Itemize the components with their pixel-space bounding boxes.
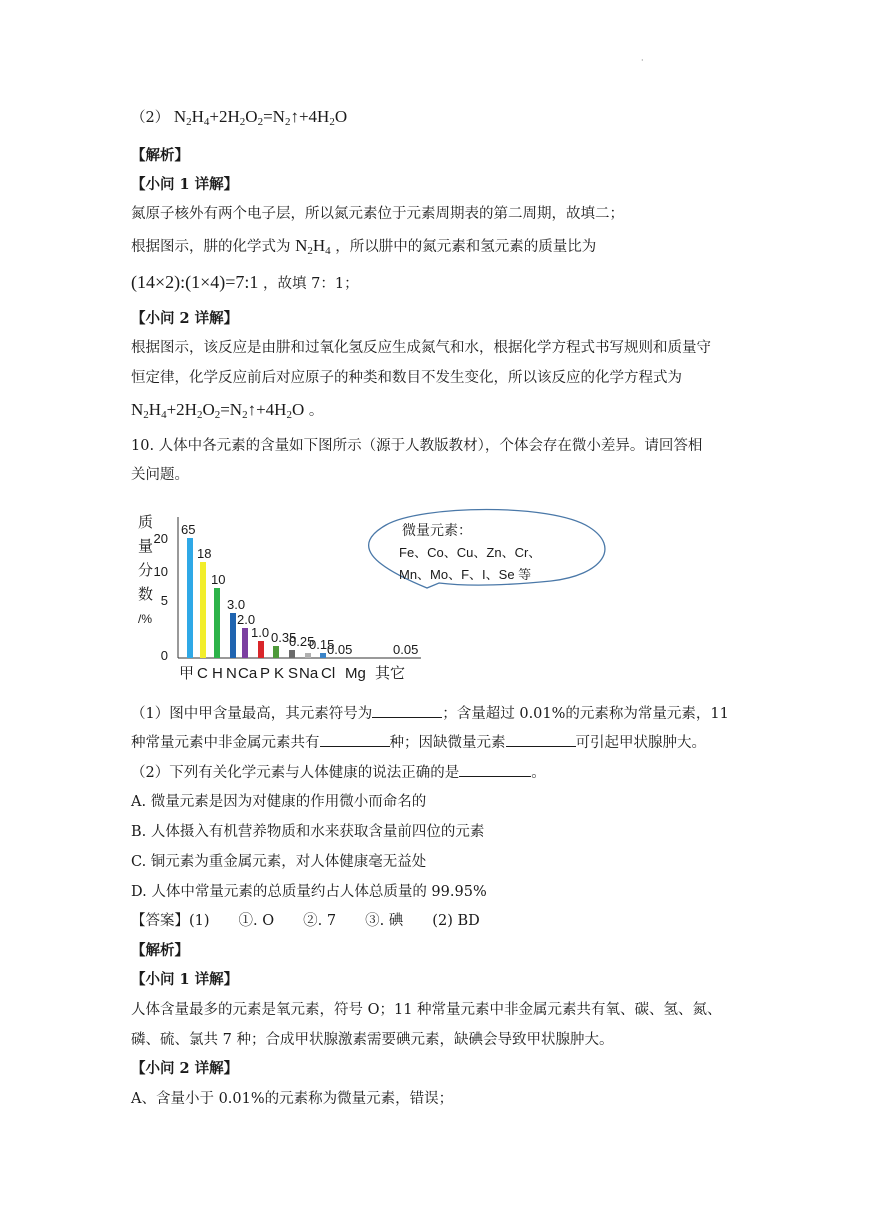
y-axis-ticks — [154, 531, 168, 663]
bar-Na — [305, 653, 311, 658]
q10-part2-text-a: （2）下列有关化学元素与人体健康的说法正确的是 — [131, 765, 460, 781]
q9-answer-2-equation: $N_2H_4+2H_2O_2=N_2↑+4H_2O$ — [173, 107, 348, 128]
q9-sub1-heading: 【小问 1 详解】 — [131, 176, 239, 193]
y-axis-label — [138, 514, 153, 626]
q9-sub1-line3 — [131, 272, 359, 294]
bar-甲 — [187, 538, 193, 658]
bar-value-label: 0.15 — [309, 637, 335, 652]
option-a: A. 微量元素是因为对健康的作用微小而命名的 — [131, 794, 427, 810]
q9-analysis-heading: 【解析】 — [131, 147, 189, 164]
bar-H — [214, 588, 220, 658]
q10-part1-text-b: ；含量超过 0.01%的元素称为常量元素，11 — [442, 706, 729, 722]
option-b: B. 人体摄入有机营养物质和水来获取含量前四位的元素 — [131, 824, 485, 840]
bar-value-label: 0.05 — [327, 642, 353, 657]
bar-value-label: 65 — [181, 522, 196, 537]
q9-sub2-line2: 恒定律，化学反应前后对应原子的种类和数目不发生变化，所以该反应的化学方程式为 — [131, 370, 682, 386]
category-label: N — [226, 665, 237, 682]
callout-line2: Mn、Mo、F、I、Se 等 — [399, 567, 532, 582]
hydrazine-formula: $N_2H_4$ — [295, 236, 331, 257]
category-label: 其它 — [375, 665, 406, 682]
q10-sub1-line1: 人体含量最多的元素是氧元素，符号 O；11 种常量元素中非金属元素共有氧、碳、氢、氮、 — [131, 1002, 722, 1018]
q9-sub2-heading: 【小问 2 详解】 — [131, 310, 239, 327]
q9-sub2-line3-end: 。 — [308, 403, 324, 419]
y-label-char: 分 — [138, 562, 154, 579]
q10-analysis-heading: 【解析】 — [131, 942, 189, 959]
q10-part2-text-b: 。 — [531, 765, 546, 781]
q10-sub2-line1: A、含量小于 0.01%的元素称为微量元素，错误； — [131, 1091, 454, 1107]
bar-value-label: 0.35 — [271, 630, 297, 645]
q9-sub1-line3-text: ，故填 7：1； — [263, 276, 359, 292]
answer-blank-1[interactable] — [372, 703, 442, 718]
bar-P — [258, 641, 264, 658]
reaction-equation: $N_2H_4+2H_2O_2=N_2↑+4H_2O$ — [131, 400, 305, 421]
q10-stem-line1: 10. 人体中各元素的含量如下图所示（源于人教版教材），个体会存在微小差异。请回答相 — [131, 438, 703, 454]
mass-ratio-formula: (14×2):(1×4)=7:1 — [131, 272, 259, 292]
q10-part1-text-c: 种常量元素中非金属元素共有 — [131, 735, 320, 751]
option-d: D. 人体中常量元素的总质量约占人体总质量的 99.95% — [131, 884, 487, 900]
q10-sub1-line2: 磷、硫、氯共 7 种；合成甲状腺激素需要碘元素，缺碘会导致甲状腺肿大。 — [131, 1032, 614, 1048]
answer-blank-2[interactable] — [320, 732, 390, 747]
q9-answer-2 — [131, 107, 347, 128]
header-mark: · — [641, 56, 644, 65]
y-tick-label: 10 — [153, 564, 168, 579]
q10-part1-text-e: 可引起甲状腺肿大。 — [575, 735, 706, 751]
bar-S — [289, 650, 295, 658]
answer-blank-4[interactable] — [459, 762, 531, 777]
bar-value-label: 0.25 — [289, 634, 315, 649]
category-label: C — [197, 665, 208, 682]
y-tick-label: 0 — [160, 648, 168, 663]
category-label: Mg — [345, 665, 366, 682]
category-label: H — [212, 665, 223, 682]
bar-value-label: 2.0 — [237, 612, 256, 627]
category-label: S — [288, 665, 299, 682]
element-content-chart — [131, 505, 611, 685]
q10-part1-line2 — [131, 732, 706, 753]
q10-part2 — [131, 762, 546, 783]
category-label: P — [260, 665, 271, 682]
q9-sub1-line2-text-b: ，所以肼中的氮元素和氢元素的质量比为 — [335, 239, 597, 255]
q10-stem-line2: 关问题。 — [131, 467, 189, 483]
callout-title: 微量元素： — [402, 522, 472, 538]
y-label-char: /% — [138, 612, 153, 626]
y-label-char: 数 — [138, 586, 154, 603]
q10-sub1-heading: 【小问 1 详解】 — [131, 971, 239, 988]
q9-sub1-line1: 氮原子核外有两个电子层，所以氮元素位于元素周期表的第二周期，故填二； — [131, 206, 624, 222]
q10-part1-text-d: 种；因缺微量元素 — [389, 735, 506, 751]
y-label-char: 质 — [138, 514, 154, 531]
category-label: Na — [299, 665, 319, 682]
y-label-char: 量 — [138, 538, 154, 555]
q10-part1-text-a: （1）图中甲含量最高，其元素符号为 — [131, 706, 373, 722]
bar-Ca — [242, 628, 248, 658]
trace-element-callout — [369, 510, 605, 589]
callout-line1: Fe、Co、Cu、Zn、Cr、 — [399, 545, 542, 560]
q10-part1-line1 — [131, 703, 729, 724]
category-label: 甲 — [179, 665, 195, 682]
y-tick-label: 20 — [153, 531, 168, 546]
bar-N — [230, 613, 236, 658]
category-label: Ca — [238, 665, 258, 682]
category-label: Cl — [321, 665, 336, 682]
category-label: K — [274, 665, 285, 682]
bar-Cl — [320, 653, 326, 658]
q9-sub1-line2 — [131, 236, 596, 257]
answer-blank-3[interactable] — [506, 732, 576, 747]
bar-value-label: 18 — [197, 546, 212, 561]
bar-K — [273, 646, 279, 658]
q10-answer: 【答案】(1) ①. O ②. 7 ③. 碘 (2) BD — [131, 913, 480, 929]
q9-sub1-line2-text-a: 根据图示，肼的化学式为 — [131, 239, 291, 255]
bar-value-label: 10 — [211, 572, 226, 587]
q9-sub2-line1: 根据图示，该反应是由肼和过氧化氢反应生成氮气和水，根据化学方程式书写规则和质量守 — [131, 340, 711, 356]
bar-value-label: 3.0 — [227, 597, 246, 612]
category-labels — [179, 665, 405, 682]
bar-value-label: 0.05 — [393, 642, 419, 657]
y-tick-label: 5 — [160, 593, 168, 608]
bar-C — [200, 562, 206, 658]
q10-sub2-heading: 【小问 2 详解】 — [131, 1060, 239, 1077]
q9-answer-2-label: （2） — [131, 110, 170, 126]
option-c: C. 铜元素为重金属元素，对人体健康毫无益处 — [131, 854, 427, 870]
q9-sub2-line3 — [131, 400, 323, 421]
bar-value-label: 1.0 — [251, 625, 270, 640]
